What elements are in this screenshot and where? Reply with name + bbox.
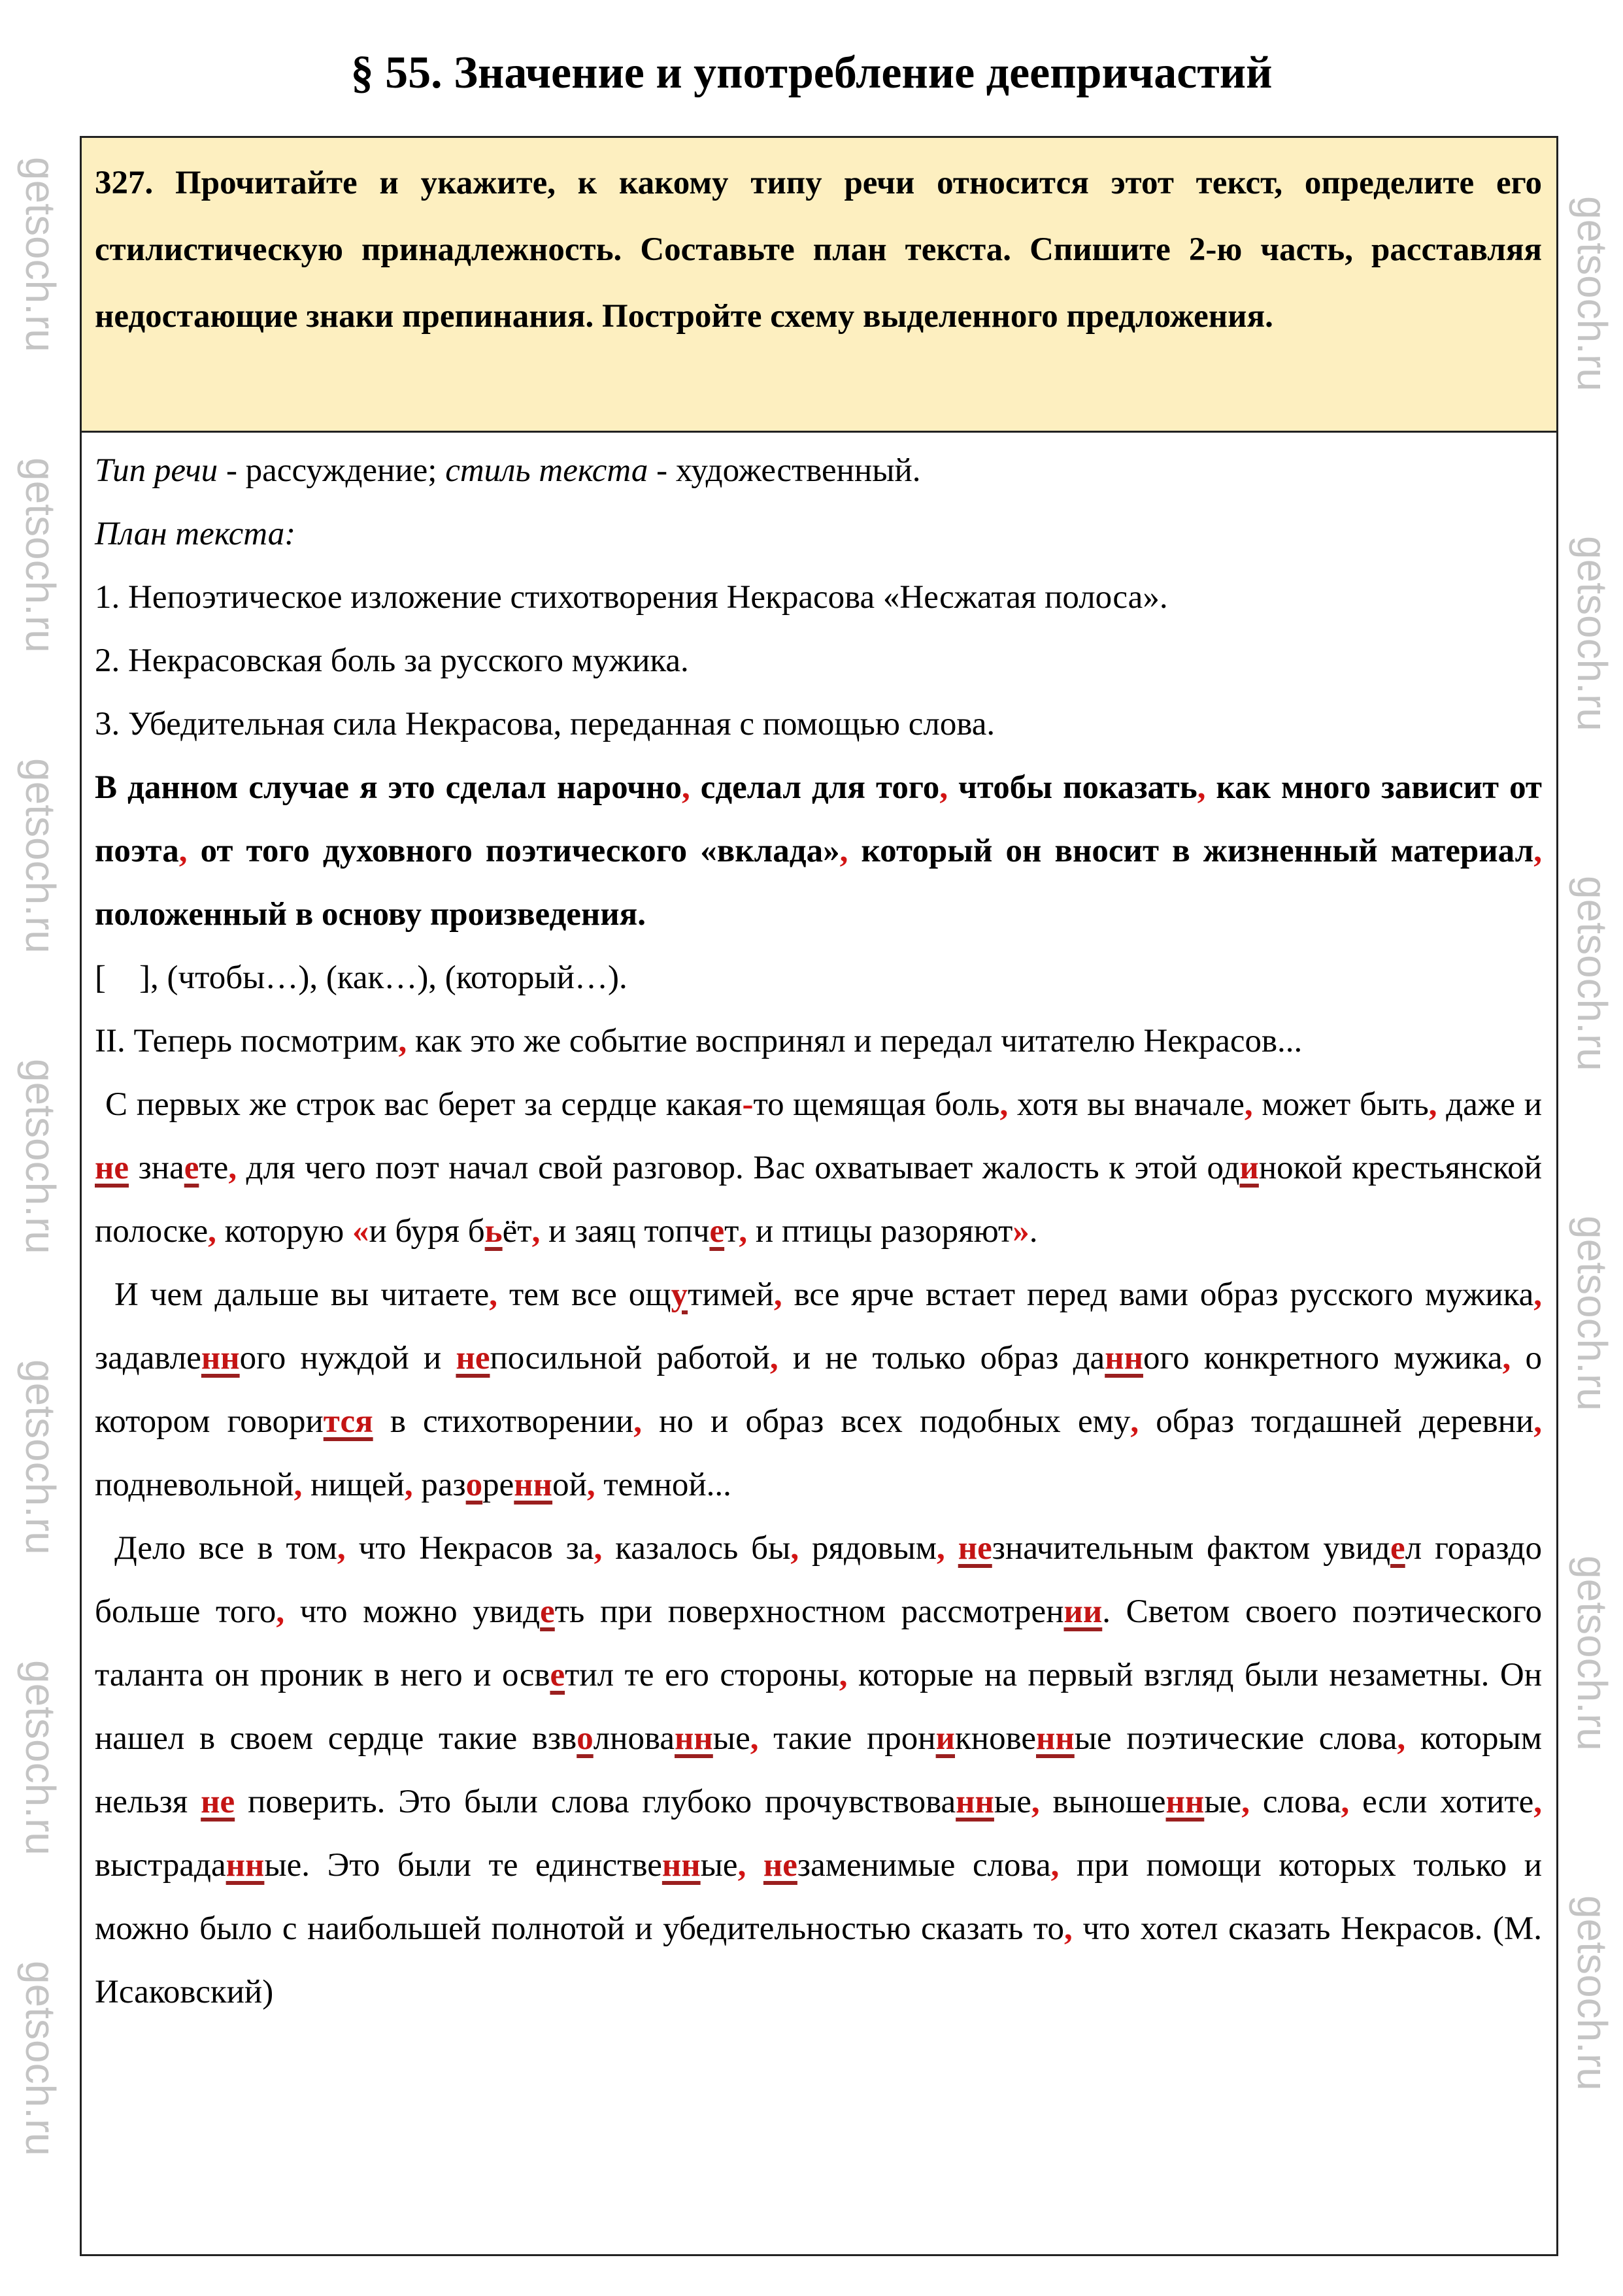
spelling-correction: нн [675,1720,713,1757]
text-run: как много зависит от поэта [95,769,1542,869]
plan-item: 1. Непоэтическое изложение стихотворения Некрасова «Несжатая полоса». [95,579,1168,616]
text-run: может быть [1252,1086,1429,1123]
text-run: сделал для того [690,769,940,806]
text-run: и не только образ да [778,1340,1105,1376]
watermark: getsoch.ru [1569,1895,1616,2091]
punctuation-correction: , [404,1467,413,1503]
spelling-correction: е [1390,1530,1405,1567]
text-run: ть при поверхностном рассмотрен [554,1593,1064,1630]
speech-type-label: Тип речи [95,452,218,489]
text-run: от того духовного поэтического «вклада» [187,833,840,869]
punctuation-correction: , [1130,1403,1139,1440]
text-run [945,1530,958,1567]
spelling-correction: не [958,1530,992,1567]
spelling-correction: нн [1036,1720,1075,1757]
spelling-correction: нн [956,1784,994,1820]
text-run: слова [1249,1784,1341,1820]
punctuation-correction: , [839,1657,848,1693]
spelling-correction: нн [201,1340,240,1376]
punctuation-correction: , [739,1213,748,1250]
task-text: 327. Прочитайте и укажите, к какому типу речи относится этот текст, определите его стилистическую принадлежность. Составьте план текста. Спишите 2-ю часть, расставляя недостающие знаки препинания. Постройте схему выделенного предложения. [82,138,1556,433]
plan-heading: План текста: [95,516,296,552]
text-run: зна [129,1150,184,1186]
punctuation-correction: , [750,1720,759,1757]
text-run: ые [994,1784,1031,1820]
watermark: getsoch.ru [17,458,64,653]
punctuation-correction: , [1197,769,1206,806]
spelling-correction: ь [484,1213,503,1250]
text-run: но и образ всех подобных ему [641,1403,1131,1440]
watermark: getsoch.ru [1569,1556,1616,1751]
punctuation-correction: « [352,1213,369,1250]
text-run: в стихотворении [373,1403,634,1440]
punctuation-correction: , [1244,1086,1253,1123]
spelling-correction: тся [323,1403,373,1440]
punctuation-correction: , [681,769,690,806]
punctuation-correction: , [276,1593,285,1630]
text-run: хотя вы вначале [1008,1086,1245,1123]
paragraph [95,1073,1542,1263]
text-style-value: - художественный. [648,452,921,489]
text-run: посильной работой [490,1340,770,1376]
text-run: нокой крестьянской полоске [95,1150,1543,1250]
spelling-correction: е [184,1150,199,1186]
text-run: которую [216,1213,352,1250]
text-run: даже и [1437,1086,1543,1123]
watermark: getsoch.ru [1569,196,1616,391]
text-run: которые на первый взгляд были незаметны. Он нашел в своем сердце такие взв [95,1657,1542,1757]
speech-type-value: - рассуждение; [218,452,446,489]
spelling-correction: не [456,1340,490,1376]
spelling-correction: и [935,1720,955,1757]
text-run: при помощи которых только и можно было с наибольшей полнотой и убедительностью сказать то [95,1847,1543,1947]
punctuation-correction: , [1064,1910,1073,1947]
text-run: И чем дальше вы читаете [114,1276,490,1313]
text-run: В данном случае я это сделал нарочно [95,769,682,806]
text-run: для чего поэт начал свой разговор. Вас охватывает жалость к этой од [237,1150,1240,1186]
punctuation-correction: , [178,833,188,869]
text-run: С первых же строк вас берет за сердце какая [105,1086,743,1123]
punctuation-correction: , [1533,1276,1542,1313]
text-run: II. Теперь посмотрим [95,1023,399,1059]
punctuation-correction: , [398,1023,407,1059]
punctuation-correction: , [1533,1784,1542,1820]
spelling-correction: не [763,1847,797,1884]
punctuation-correction: , [1533,833,1542,869]
text-run: такие прон [758,1720,936,1757]
spelling-correction: е [540,1593,555,1630]
text-run: тем все ощ [497,1276,671,1313]
text-run: ёт [502,1213,532,1250]
spelling-correction: и [1239,1150,1259,1186]
text-run: лнова [593,1720,675,1757]
punctuation-correction: , [531,1213,541,1250]
text-run: ые поэтические слова [1074,1720,1397,1757]
punctuation-correction: , [737,1847,746,1884]
paragraph [95,1517,1542,2024]
spelling-correction: е [550,1657,565,1693]
text-run: о котором говори [95,1340,1543,1440]
punctuation-correction: , [1241,1784,1250,1820]
text-run: темной... [595,1467,731,1503]
punctuation-correction: , [208,1213,216,1250]
punctuation-correction: , [594,1530,603,1567]
text-run: подневольной [95,1467,294,1503]
text-run: казалось бы [602,1530,791,1567]
text-run: л гораздо больше того [95,1530,1543,1630]
speech-type-line [95,439,1542,503]
watermark: getsoch.ru [1569,536,1616,731]
spelling-correction: не [201,1784,235,1820]
text-run: тил те его стороны [565,1657,839,1693]
text-run: все ярче встает перед вами образ русского мужика [782,1276,1534,1313]
text-run: как это же событие воспринял и передал читателю Некрасов... [407,1023,1303,1059]
punctuation-correction: , [1031,1784,1040,1820]
text-run: чтобы показать [948,769,1197,806]
exercise-box [80,136,1558,2256]
text-run [746,1847,763,1884]
punctuation-correction: - [742,1086,754,1123]
text-run: то щемящая боль [753,1086,1000,1123]
punctuation-correction: , [1502,1340,1511,1376]
text-run: который он вносит в жизненный материал [848,833,1534,869]
punctuation-correction: , [937,1530,945,1567]
spelling-correction: не [95,1150,129,1186]
text-run: и заяц топч [540,1213,710,1250]
plan-item: 2. Некрасовская боль за русского мужика. [95,642,689,679]
watermark: getsoch.ru [17,758,64,954]
spelling-correction: нн [661,1847,701,1884]
text-run: ые. Это были те единстве [264,1847,662,1884]
spelling-correction: нн [1165,1784,1205,1820]
punctuation-correction: , [773,1276,782,1313]
text-run: раз [412,1467,466,1503]
text-run: которым нельзя [95,1720,1542,1820]
text-run: и птицы разоряют [747,1213,1013,1250]
text-run: нищей [302,1467,405,1503]
punctuation-correction: , [1341,1784,1350,1820]
punctuation-correction: , [337,1530,346,1567]
text-run: ре [482,1467,514,1503]
text-run: и буря б [369,1213,485,1250]
page-title: § 55. Значение и употребление деепричастий [350,48,1273,98]
spelling-correction: нн [514,1467,553,1503]
sentence-scheme: [ ], (чтобы…), (как…), (который…). [95,959,627,996]
part2-heading [95,1010,1542,1073]
spelling-correction: о [577,1720,594,1757]
plan-item: 3. Убедительная сила Некрасова, переданная с помощью слова. [95,706,996,742]
highlighted-sentence [95,756,1542,946]
text-run: . [1029,1213,1038,1250]
punctuation-correction: , [769,1340,778,1376]
paragraph [95,1263,1542,1517]
punctuation-correction: , [790,1530,799,1567]
text-run: выстрада [95,1847,226,1884]
spelling-correction: о [465,1467,483,1503]
text-run: ого конкретного мужика [1143,1340,1503,1376]
text-style-label: стиль текста [445,452,648,489]
punctuation-correction: , [633,1403,642,1440]
spelling-correction: у [671,1276,688,1313]
text-run: те [199,1150,229,1186]
punctuation-correction: , [839,833,848,869]
punctuation-correction: , [1397,1720,1406,1757]
watermark: getsoch.ru [17,1961,64,2156]
punctuation-correction: , [999,1086,1009,1123]
text-run: . Светом своего поэтического таланта он проник в него и осв [95,1593,1542,1693]
answer-section [82,433,1556,2024]
punctuation-correction: , [586,1467,595,1503]
text-run: заменимые слова [797,1847,1051,1884]
spelling-correction: ии [1063,1593,1103,1630]
punctuation-correction: , [1050,1847,1060,1884]
watermark: getsoch.ru [17,157,64,352]
spelling-correction: е [709,1213,725,1250]
text-run: рядовым [799,1530,937,1567]
spelling-correction: нн [1105,1340,1143,1376]
punctuation-correction: , [489,1276,498,1313]
text-run: значительным фактом увид [992,1530,1391,1567]
spelling-correction: нн [226,1847,265,1884]
watermark: getsoch.ru [17,1059,64,1254]
text-run: ой [552,1467,587,1503]
watermark: getsoch.ru [1569,876,1616,1071]
text-run: положенный в основу произведения. [95,896,646,933]
text-run: кнове [955,1720,1036,1757]
text-run: ые [700,1847,738,1884]
text-run: что хотел сказать Некрасов. (М. Исаковский) [95,1910,1542,2010]
text-run: ые [712,1720,750,1757]
text-run: ые [1204,1784,1242,1820]
punctuation-correction: , [228,1150,237,1186]
text-run: что Некрасов за [345,1530,594,1567]
punctuation-correction: , [939,769,948,806]
punctuation-correction: , [1533,1403,1543,1440]
punctuation-correction: » [1012,1213,1029,1250]
text-run: тимей [688,1276,774,1313]
punctuation-correction: , [293,1467,303,1503]
text-run: что можно увид [284,1593,541,1630]
text-run: задавле [95,1340,201,1376]
watermark: getsoch.ru [17,1660,64,1855]
watermark: getsoch.ru [1569,1216,1616,1411]
text-run: выноше [1039,1784,1166,1820]
text-run: Дело все в том [114,1530,337,1567]
text-run: ого нуждой и [239,1340,456,1376]
watermark: getsoch.ru [17,1359,64,1555]
punctuation-correction: , [1428,1086,1437,1123]
text-run: поверить. Это были слова глубоко прочувствова [235,1784,956,1820]
text-run: образ тогдашней деревни [1139,1403,1534,1440]
text-run: если хотите [1349,1784,1534,1820]
text-run: т [724,1213,739,1250]
